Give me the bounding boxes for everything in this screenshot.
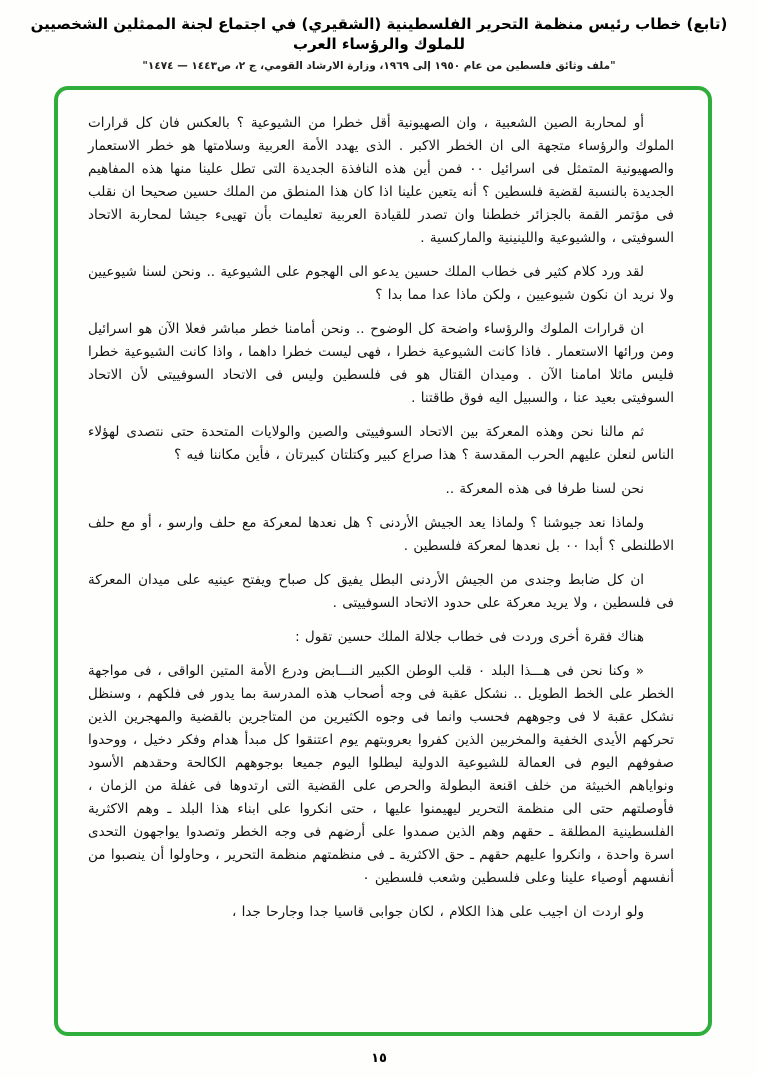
paragraph: ان قرارات الملوك والرؤساء واضحة كل الوضوح .. ونحن أمامنا خطر مباشر فعلا الآن هو اسرائيل ومن ورائها الاستعمار . فاذا كانت الشيوعية خطرا ، فهى ليست خطرا داهما ، واذا كانت الشيوعية خطرا فليس ماثلا امامنا الآن . وميدان القتال هو فى فلسطين وليس فى الاتحاد السوفييتى لأن الاتحاد السوفيتى بعيد عنا ، والسبيل اليه فوق طاقتنا . <box>88 321 674 406</box>
paragraph: لقد ورد كلام كثير فى خطاب الملك حسين يدعو الى الهجوم على الشيوعية .. ونحن لسنا شيوعيين ولا نريد ان نكون شيوعيين ، ولكن ماذا عدا مما بدا ؟ <box>88 264 674 303</box>
paragraph: نحن لسنا طرفا فى هذه المعركة .. <box>445 481 644 497</box>
paragraph: ان كل ضابط وجندى من الجيش الأردنى البطل يفيق كل صباح ويفتح عينيه على ميدان المعركة فى فلسطين ، ولا يريد معركة على حدود الاتحاد السوفييتى . <box>88 572 674 611</box>
paragraph: ولو اردت ان اجيب على هذا الكلام ، لكان جوابى قاسيا جدا وجارحا جدا ، <box>231 904 644 920</box>
page-number: ١٥ <box>371 1051 387 1066</box>
paragraph: « وكنا نحن فى هـــذا البلد ٠ قلب الوطن الكبير النـــابض ودرع الأمة المتين الواقى ، فى مواجهة الخطر على الخط الطويل .. نشكل عقبة فى وجه أصحاب هذه المدرسة بما يدور فى فلكهم ، وسنظل نشكل عقبة لا فى وجوههم فحسب وانما فى وجوه الكثيرين من المتاجرين بالقضية والمهجرين الذين تحركهم الأيدى الخفية والمخربين الذين كفروا بعروبتهم يوم اعتنقوا كل مبدأ هدام وفكر دخيل ، ووحدوا صفوفهم اليوم فى العمالة للشيوعية الدولية ليطلوا اليوم جميعا بوجوههم الكالحة وحقدهم الأسود ونواياهم الخبيثة من خلف اقنعة البطولة والحرص على القضية التى ارتدوها فى غفلة من الزمان ، فأوصلتهم حتى الى منظمة التحرير ليهيمنوا عليها ، حتى انكروا على ابناء هذا البلد ـ وهم الاكثرية الفلسطينية المطلقة ـ حقهم وهم الذين صمدوا على أرضهم فى وجه الخطر وتصدوا يواجهون التحدى اسرة واحدة ، وانكروا عليهم حقهم ـ حق الاكثرية ـ فى منظمتهم منظمة التحرير ، وحاولوا أن ينصبوا من أنفسهم أوصياء علينا وعلى فلسطين وشعب فلسطين ٠ <box>88 663 674 886</box>
paragraph: ولماذا نعد جيوشنا ؟ ولماذا يعد الجيش الأردنى ؟ هل نعدها لمعركة مع حلف وارسو ، أو مع حلف الاطلنطى ؟ أبدا ٠٠ بل نعدها لمعركة فلسطين . <box>88 515 674 554</box>
paragraph: ثم مالنا نحن وهذه المعركة بين الاتحاد السوفييتى والصين والولايات المتحدة حتى نتصدى لهؤلاء الناس لنعلن عليهم الحرب المقدسة ؟ هذا صراع كبير وكتلتان كبيرتان ، فأين مكاننا فيه ؟ <box>88 424 674 463</box>
content-frame <box>54 86 712 1036</box>
document-header <box>0 0 758 72</box>
paragraph: أو لمحاربة الصين الشعبية ، وان الصهيونية أقل خطرا من الشيوعية ؟ بالعكس فان كل قرارات الملوك والرؤساء متجهة الى ان الخطر الاكبر . الذى يهدد الأمة العربية وسلامتها هو خطر الاستعمار والصهيونية المتمثل فى اسرائيل ٠٠ فمن أين هذه النافذة الجديدة التى تطل علينا منها هذه المفاهيم الجديدة بالنسبة لقضية فلسطين ؟ أنه يتعين علينا اذا كان هذا المنطق من الملك حسين صحيحا ان نقلب فى مؤتمر القمة بالجزائر خططنا وان تصدر للقيادة العربية تعليمات بأن تهيىء جيشا لمحاربة الاتحاد السوفيتى ، والشيوعية واللينينية والماركسية . <box>88 115 674 246</box>
document-title: (تابع) خطاب رئيس منظمة التحرير الفلسطينية (الشقيري) في اجتماع لجنة الممثلين الشخصيين للملوك والرؤساء العرب <box>30 15 728 54</box>
document-subtitle: "ملف وثائق فلسطين من عام ١٩٥٠ إلى ١٩٦٩، وزارة الارشاد القومي، ج ٢، ص١٤٤٣ — ١٤٧٤" <box>142 59 616 72</box>
paragraph: هناك فقرة أخرى وردت فى خطاب جلالة الملك حسين تقول : <box>295 629 644 645</box>
